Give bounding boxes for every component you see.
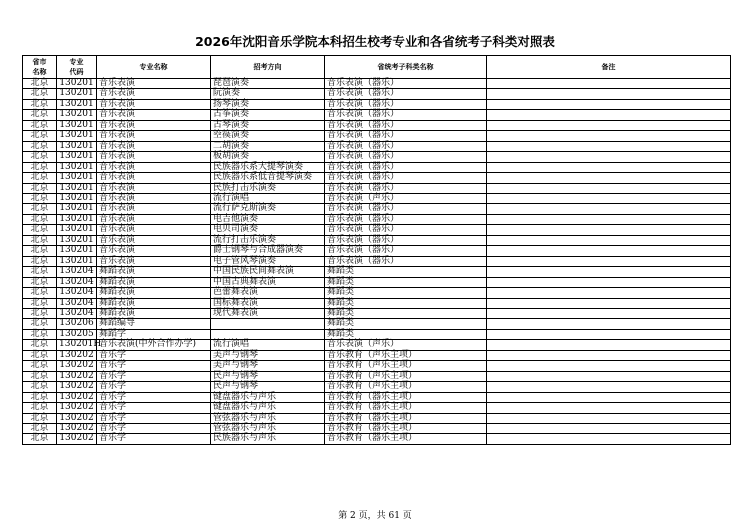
major-cell: 音乐表演	[97, 110, 211, 120]
category-cell: 舞蹈类	[325, 308, 487, 318]
major-cell: 舞蹈编导	[97, 319, 211, 329]
province-cell: 北京	[23, 350, 57, 360]
code-cell: 130201	[57, 89, 97, 99]
category-cell: 音乐教育（声乐主项）	[325, 371, 487, 381]
note-cell	[487, 392, 731, 402]
major-cell: 音乐学	[97, 371, 211, 381]
province-cell: 北京	[23, 214, 57, 224]
major-cell: 音乐学	[97, 434, 211, 444]
province-cell: 北京	[23, 277, 57, 287]
note-cell	[487, 319, 731, 329]
table-row	[23, 89, 731, 99]
code-cell: 130201	[57, 225, 97, 235]
table-row	[23, 152, 731, 162]
major-cell: 音乐表演	[97, 79, 211, 89]
major-cell: 音乐学	[97, 392, 211, 402]
major-cell: 音乐学	[97, 350, 211, 360]
note-cell	[487, 131, 731, 141]
major-cell: 音乐表演(中外合作办学)	[97, 340, 211, 350]
header-direction: 招考方向	[211, 56, 325, 79]
province-cell: 北京	[23, 382, 57, 392]
code-cell: 130201H	[57, 340, 97, 350]
major-cell: 音乐学	[97, 382, 211, 392]
note-cell	[487, 79, 731, 89]
category-cell: 音乐表演（器乐）	[325, 99, 487, 109]
major-cell: 音乐表演	[97, 235, 211, 245]
major-cell: 音乐表演	[97, 120, 211, 130]
header-code: 专业 代码	[57, 56, 97, 79]
category-cell: 音乐表演（器乐）	[325, 110, 487, 120]
note-cell	[487, 298, 731, 308]
direction-cell: 美声与钢琴	[211, 361, 325, 371]
major-cell: 音乐表演	[97, 131, 211, 141]
code-cell: 130204	[57, 267, 97, 277]
code-cell: 130201	[57, 99, 97, 109]
code-cell: 130201	[57, 173, 97, 183]
category-cell: 音乐表演（声乐）	[325, 340, 487, 350]
major-cell: 音乐学	[97, 413, 211, 423]
direction-cell: 国标舞表演	[211, 298, 325, 308]
direction-cell	[211, 319, 325, 329]
code-cell: 130202	[57, 413, 97, 423]
note-cell	[487, 173, 731, 183]
code-cell: 130201	[57, 235, 97, 245]
category-cell: 音乐表演（声乐）	[325, 193, 487, 203]
province-cell: 北京	[23, 141, 57, 151]
category-cell: 音乐表演（器乐）	[325, 89, 487, 99]
direction-cell: 民族器乐系低音提琴演奏	[211, 173, 325, 183]
code-cell: 130205	[57, 329, 97, 339]
direction-cell: 民族器乐系大提琴演奏	[211, 162, 325, 172]
major-cell: 音乐表演	[97, 225, 211, 235]
note-cell	[487, 110, 731, 120]
major-cell: 音乐学	[97, 361, 211, 371]
category-cell: 音乐教育（声乐主项）	[325, 361, 487, 371]
province-cell: 北京	[23, 152, 57, 162]
province-cell: 北京	[23, 371, 57, 381]
note-cell	[487, 350, 731, 360]
direction-cell: 中国民族民间舞表演	[211, 267, 325, 277]
note-cell	[487, 152, 731, 162]
province-cell: 北京	[23, 99, 57, 109]
note-cell	[487, 225, 731, 235]
direction-cell: 美声与钢琴	[211, 350, 325, 360]
table-row	[23, 267, 731, 277]
note-cell	[487, 267, 731, 277]
note-cell	[487, 183, 731, 193]
direction-cell: 流行演唱	[211, 193, 325, 203]
category-cell: 音乐教育（器乐主项）	[325, 413, 487, 423]
code-cell: 130204	[57, 277, 97, 287]
province-cell: 北京	[23, 288, 57, 298]
direction-cell: 民声与钢琴	[211, 371, 325, 381]
direction-cell: 流行萨克斯演奏	[211, 204, 325, 214]
province-cell: 北京	[23, 246, 57, 256]
province-cell: 北京	[23, 403, 57, 413]
note-cell	[487, 256, 731, 266]
direction-cell: 民声与钢琴	[211, 382, 325, 392]
category-cell: 舞蹈类	[325, 267, 487, 277]
direction-cell: 古琴演奏	[211, 120, 325, 130]
code-cell: 130201	[57, 141, 97, 151]
table-row	[23, 298, 731, 308]
note-cell	[487, 162, 731, 172]
category-cell: 舞蹈类	[325, 298, 487, 308]
table-row	[23, 110, 731, 120]
direction-cell: 板胡演奏	[211, 152, 325, 162]
note-cell	[487, 99, 731, 109]
table-row	[23, 162, 731, 172]
category-cell: 舞蹈类	[325, 288, 487, 298]
category-cell: 音乐表演（器乐）	[325, 256, 487, 266]
province-cell: 北京	[23, 162, 57, 172]
page-footer: 第 2 页，共 61 页	[338, 511, 412, 521]
province-cell: 北京	[23, 319, 57, 329]
major-cell: 舞蹈表演	[97, 308, 211, 318]
note-cell	[487, 382, 731, 392]
code-cell: 130202	[57, 350, 97, 360]
header-note: 备注	[487, 56, 731, 79]
province-cell: 北京	[23, 256, 57, 266]
code-cell: 130202	[57, 361, 97, 371]
category-cell: 音乐表演（器乐）	[325, 183, 487, 193]
direction-cell: 电吉他演奏	[211, 214, 325, 224]
code-cell: 130206	[57, 319, 97, 329]
table-row	[23, 225, 731, 235]
category-cell: 音乐教育（器乐主项）	[325, 392, 487, 402]
note-cell	[487, 204, 731, 214]
major-cell: 音乐表演	[97, 183, 211, 193]
direction-cell: 民族器乐与声乐	[211, 434, 325, 444]
province-cell: 北京	[23, 120, 57, 130]
note-cell	[487, 361, 731, 371]
table-header-row	[23, 56, 731, 79]
note-cell	[487, 434, 731, 444]
code-cell: 130201	[57, 214, 97, 224]
major-cell: 音乐表演	[97, 162, 211, 172]
category-cell: 音乐表演（器乐）	[325, 162, 487, 172]
table-row	[23, 382, 731, 392]
code-cell: 130202	[57, 371, 97, 381]
code-cell: 130204	[57, 288, 97, 298]
note-cell	[487, 277, 731, 287]
code-cell: 130201	[57, 79, 97, 89]
table-row	[23, 434, 731, 444]
direction-cell: 中国古典舞表演	[211, 277, 325, 287]
code-cell: 130202	[57, 434, 97, 444]
province-cell: 北京	[23, 329, 57, 339]
province-cell: 北京	[23, 340, 57, 350]
direction-cell: 管弦器乐与声乐	[211, 423, 325, 433]
code-cell: 130202	[57, 403, 97, 413]
major-cell: 舞蹈学	[97, 329, 211, 339]
province-cell: 北京	[23, 183, 57, 193]
table-row	[23, 413, 731, 423]
major-cell: 舞蹈表演	[97, 288, 211, 298]
table-row	[23, 204, 731, 214]
page-title: 2026年沈阳音乐学院本科招生校考专业和各省统考子科类对照表	[195, 34, 555, 49]
note-cell	[487, 288, 731, 298]
major-cell: 音乐表演	[97, 204, 211, 214]
note-cell	[487, 403, 731, 413]
table-row	[23, 131, 731, 141]
category-cell: 音乐表演（器乐）	[325, 152, 487, 162]
category-cell: 音乐表演（器乐）	[325, 173, 487, 183]
table-row	[23, 277, 731, 287]
code-cell: 130201	[57, 246, 97, 256]
direction-cell: 民族打击乐演奏	[211, 183, 325, 193]
category-cell: 音乐教育（器乐主项）	[325, 434, 487, 444]
major-cell: 音乐学	[97, 403, 211, 413]
category-cell: 音乐教育（器乐主项）	[325, 423, 487, 433]
direction-cell: 电贝司演奏	[211, 225, 325, 235]
note-cell	[487, 308, 731, 318]
province-cell: 北京	[23, 79, 57, 89]
major-cell: 音乐表演	[97, 214, 211, 224]
direction-cell: 键盘器乐与声乐	[211, 392, 325, 402]
category-cell: 舞蹈类	[325, 319, 487, 329]
code-cell: 130202	[57, 392, 97, 402]
table-row	[23, 340, 731, 350]
direction-cell: 电子管风琴演奏	[211, 256, 325, 266]
direction-cell: 现代舞表演	[211, 308, 325, 318]
province-cell: 北京	[23, 434, 57, 444]
code-cell: 130201	[57, 110, 97, 120]
province-cell: 北京	[23, 89, 57, 99]
direction-cell: 键盘器乐与声乐	[211, 403, 325, 413]
code-cell: 130201	[57, 162, 97, 172]
code-cell: 130202	[57, 382, 97, 392]
category-cell: 音乐表演（器乐）	[325, 214, 487, 224]
code-cell: 130201	[57, 256, 97, 266]
header-province: 省市 名称	[23, 56, 57, 79]
direction-cell: 流行演唱	[211, 340, 325, 350]
province-cell: 北京	[23, 413, 57, 423]
category-cell: 舞蹈类	[325, 329, 487, 339]
province-cell: 北京	[23, 361, 57, 371]
table-row	[23, 392, 731, 402]
direction-cell: 管弦器乐与声乐	[211, 413, 325, 423]
major-cell: 音乐表演	[97, 246, 211, 256]
note-cell	[487, 89, 731, 99]
table-row	[23, 361, 731, 371]
major-cell: 舞蹈表演	[97, 298, 211, 308]
major-cell: 音乐表演	[97, 173, 211, 183]
province-cell: 北京	[23, 298, 57, 308]
note-cell	[487, 371, 731, 381]
code-cell: 130201	[57, 193, 97, 203]
table-row	[23, 288, 731, 298]
table-row	[23, 319, 731, 329]
province-cell: 北京	[23, 267, 57, 277]
table-row	[23, 183, 731, 193]
category-cell: 音乐教育（声乐主项）	[325, 382, 487, 392]
province-cell: 北京	[23, 204, 57, 214]
code-cell: 130201	[57, 152, 97, 162]
category-cell: 音乐教育（器乐主项）	[325, 403, 487, 413]
province-cell: 北京	[23, 225, 57, 235]
province-cell: 北京	[23, 308, 57, 318]
note-cell	[487, 329, 731, 339]
direction-cell: 古筝演奏	[211, 110, 325, 120]
category-cell: 音乐表演（器乐）	[325, 120, 487, 130]
province-cell: 北京	[23, 423, 57, 433]
major-cell: 音乐表演	[97, 256, 211, 266]
province-cell: 北京	[23, 193, 57, 203]
major-cell: 舞蹈表演	[97, 267, 211, 277]
comparison-table	[22, 55, 731, 445]
major-cell: 音乐学	[97, 423, 211, 433]
major-cell: 舞蹈表演	[97, 277, 211, 287]
direction-cell: 阮演奏	[211, 89, 325, 99]
province-cell: 北京	[23, 173, 57, 183]
category-cell: 音乐表演（器乐）	[325, 204, 487, 214]
code-cell: 130201	[57, 183, 97, 193]
note-cell	[487, 340, 731, 350]
table-row	[23, 246, 731, 256]
note-cell	[487, 246, 731, 256]
category-cell: 音乐表演（器乐）	[325, 131, 487, 141]
direction-cell: 芭蕾舞表演	[211, 288, 325, 298]
note-cell	[487, 193, 731, 203]
major-cell: 音乐表演	[97, 89, 211, 99]
category-cell: 音乐教育（声乐主项）	[325, 350, 487, 360]
code-cell: 130202	[57, 423, 97, 433]
note-cell	[487, 120, 731, 130]
code-cell: 130204	[57, 308, 97, 318]
note-cell	[487, 235, 731, 245]
major-cell: 音乐表演	[97, 141, 211, 151]
category-cell: 音乐表演（器乐）	[325, 235, 487, 245]
category-cell: 音乐表演（器乐）	[325, 79, 487, 89]
note-cell	[487, 214, 731, 224]
province-cell: 北京	[23, 110, 57, 120]
province-cell: 北京	[23, 131, 57, 141]
direction-cell: 二胡演奏	[211, 141, 325, 151]
category-cell: 音乐表演（器乐）	[325, 141, 487, 151]
header-major: 专业名称	[97, 56, 211, 79]
note-cell	[487, 141, 731, 151]
direction-cell: 爵士钢琴与合成器演奏	[211, 246, 325, 256]
major-cell: 音乐表演	[97, 99, 211, 109]
table-row	[23, 403, 731, 413]
category-cell: 音乐表演（器乐）	[325, 246, 487, 256]
major-cell: 音乐表演	[97, 152, 211, 162]
province-cell: 北京	[23, 235, 57, 245]
direction-cell: 箜篌演奏	[211, 131, 325, 141]
header-category: 省统考子科类名称	[325, 56, 487, 79]
direction-cell: 琵琶演奏	[211, 79, 325, 89]
table-row	[23, 173, 731, 183]
province-cell: 北京	[23, 392, 57, 402]
code-cell: 130204	[57, 298, 97, 308]
direction-cell: 扬琴演奏	[211, 99, 325, 109]
major-cell: 音乐表演	[97, 193, 211, 203]
code-cell: 130201	[57, 204, 97, 214]
note-cell	[487, 413, 731, 423]
category-cell: 音乐表演（器乐）	[325, 225, 487, 235]
direction-cell: 流行打击乐演奏	[211, 235, 325, 245]
code-cell: 130201	[57, 120, 97, 130]
category-cell: 舞蹈类	[325, 277, 487, 287]
note-cell	[487, 423, 731, 433]
code-cell: 130201	[57, 131, 97, 141]
